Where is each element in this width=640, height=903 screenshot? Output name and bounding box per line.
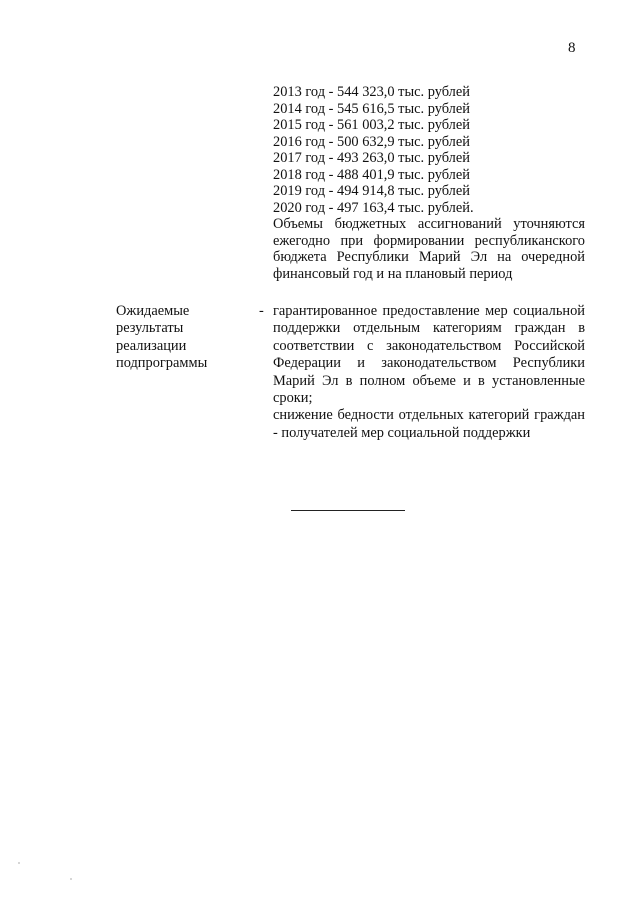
funding-block	[273, 84, 585, 282]
results-dash: -	[259, 303, 264, 319]
label-line: реализации	[116, 337, 187, 354]
funding-year-line: 2014 год - 545 616,5 тыс. рублей	[273, 100, 470, 117]
funding-year-line: 2017 год - 493 263,0 тыс. рублей	[273, 150, 470, 166]
funding-year-line: 2016 год - 500 632,9 тыс. рублей	[273, 133, 470, 150]
label-line: подпрограммы	[116, 355, 208, 372]
funding-year-line: 2013 год - 544 323,0 тыс. рублей	[273, 84, 470, 100]
scan-speck	[18, 862, 20, 864]
funding-year-line: 2019 год - 494 914,8 тыс. рублей	[273, 183, 470, 199]
funding-note: Объемы бюджетных ассигнований уточняются ежегодно при формировании республиканского бюджета Республики Марий Эл на очередной финансовый год и на плановый период	[273, 216, 585, 282]
result-paragraph: гарантированное предоставление мер социальной поддержки отдельным категориям граждан в соответствии с законодательством Российской Федерации и законодательством Республики Марий Эл в полном объеме и в установленные сроки;	[273, 303, 585, 407]
result-paragraph: снижение бедности отдельных категорий граждан - получателей мер социальной поддержки	[273, 407, 585, 441]
label-line: Ожидаемые	[116, 303, 190, 319]
funding-year-line: 2020 год - 497 163,4 тыс. рублей.	[273, 199, 474, 216]
separator-line	[291, 510, 405, 511]
scan-speck	[70, 878, 72, 880]
expected-results-text	[273, 303, 585, 442]
expected-results-label	[116, 303, 236, 373]
funding-year-line: 2015 год - 561 003,2 тыс. рублей	[273, 117, 470, 133]
label-line: результаты	[116, 320, 184, 337]
funding-year-line: 2018 год - 488 401,9 тыс. рублей	[273, 166, 470, 183]
page-number: 8	[568, 40, 576, 56]
